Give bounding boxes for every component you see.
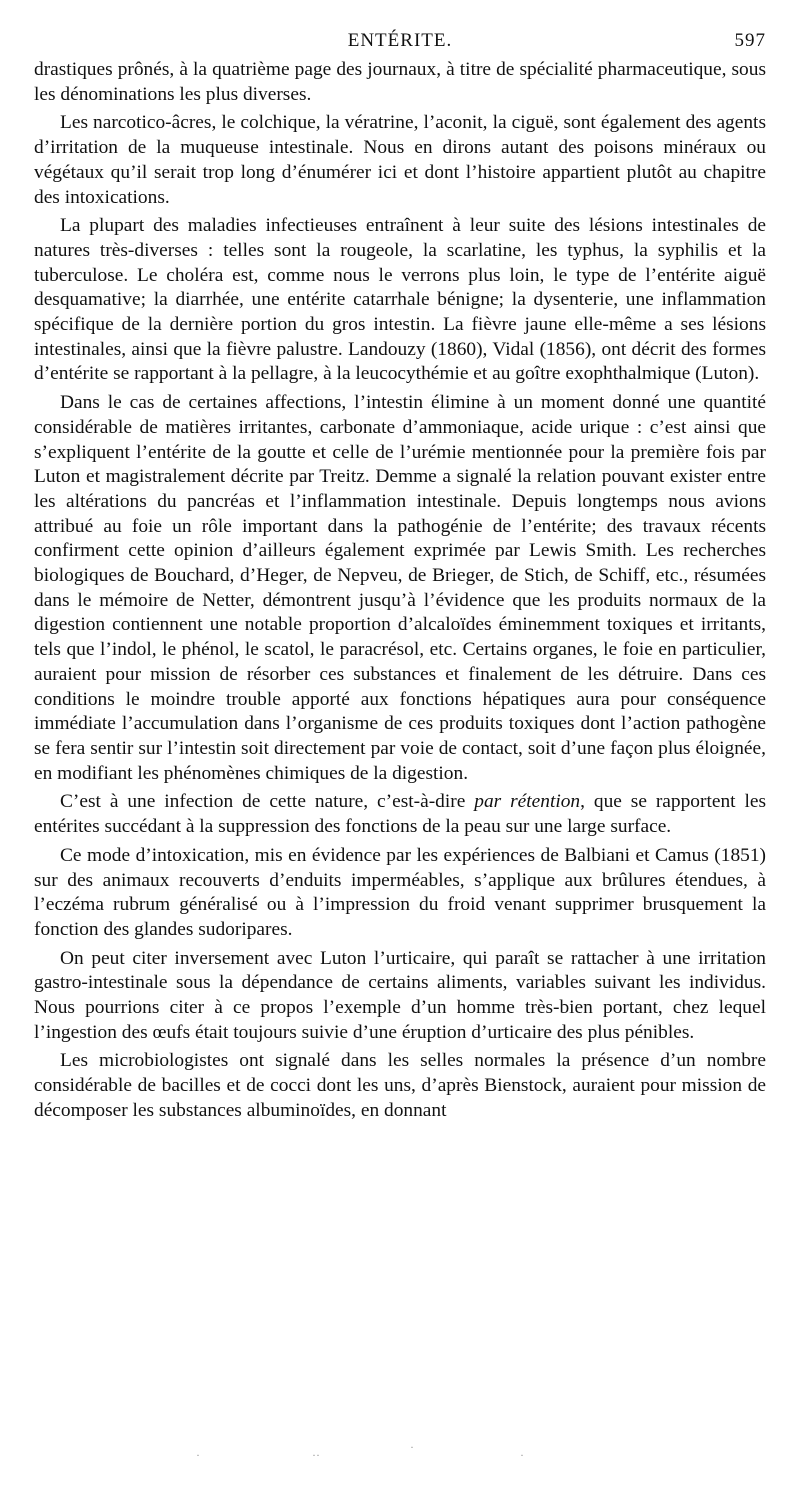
paragraph-7: On peut citer inversement avec Luton l’urticaire, qui paraît se rattacher à une irritation gastro-intestinale sous la dépendance de certains aliments, variables suivant les individus. Nous pourrions citer à ce propos l’exemple d’un homme très-bien portant, chez lequel l’ingestion des œufs était toujours suivie d’une éruption d’urticaire des plus pénibles.	[34, 947, 766, 1043]
paragraph-2: Les narcotico-âcres, le colchique, la vératrine, l’aconit, la ciguë, sont également des agents d’irritation de la muqueuse intestinale. Nous en dirons autant des poisons minéraux ou végétaux qu’il serait trop long d’énumérer ici et dont l’histoire appartient plutôt au chapitre des intoxications.	[34, 112, 766, 208]
scan-speck: ··	[312, 1448, 320, 1462]
paragraph-1: drastiques prônés, à la quatrième page des journaux, à titre de spécialité pharmaceutique, sous les dénominations les plus diverses.	[34, 59, 766, 105]
scan-speck: ·	[196, 1448, 200, 1462]
scan-speck: ·	[520, 1448, 524, 1462]
paragraph-5	[34, 790, 766, 839]
paragraph-6: Ce mode d’intoxication, mis en évidence par les expériences de Balbiani et Camus (1851) sur des animaux recouverts d’enduits imperméables, s’applique aux brûlures étendues, à l’eczéma rubrum généralisé ou à l’impression du froid venant supprimer brusquement la fonction des glandes sudoripares.	[34, 844, 766, 940]
paragraph-5-text-after: , que se rapportent les entérites succédant à la suppression des fonctions de la peau sur une large surface.	[34, 791, 766, 838]
paragraph-5-emphasis: par rétention	[474, 791, 581, 813]
paragraph-3: La plupart des maladies infectieuses entraînent à leur suite des lésions intestinales de natures très-diverses : telles sont la rougeole, la scarlatine, les typhus, la syphilis et la tuberculose. Le choléra est, comme nous le verrons plus loin, le type de l’entérite aiguë desquamative; la diarrhée, une entérite catarrhale bénigne; la dysenterie, une inflammation spécifique de la dernière portion du gros intestin. La fièvre jaune elle-même a ses lésions intestinales, ainsi que la fièvre palustre. Landouzy (1860), Vidal (1856), ont décrit des formes d’entérite se rapportant à la pellagre, à la leucocythémie et au goître exophthalmique (Luton).	[34, 215, 766, 385]
page-number: 597	[734, 30, 766, 51]
running-head	[34, 30, 766, 58]
running-title: ENTÉRITE.	[347, 30, 453, 51]
scan-specks	[0, 1440, 800, 1468]
paragraph-5-text-before: C’est à une infection de cette nature, c’est-à-dire	[60, 791, 475, 813]
scan-speck: ·	[410, 1440, 414, 1454]
body-text	[34, 58, 766, 1124]
paragraph-8: Les microbiologistes ont signalé dans les selles normales la présence d’un nombre considérable de bacilles et de cocci dont les uns, d’après Bienstock, auraient pour mission de décomposer les substances albuminoïdes, en donnant	[34, 1050, 766, 1121]
book-page	[34, 30, 766, 1124]
paragraph-4: Dans le cas de certaines affections, l’intestin élimine à un moment donné une quantité considérable de matières irritantes, carbonate d’ammoniaque, acide urique : c’est ainsi que s’expliquent l’entérite de la goutte et celle de l’urémie mentionnée pour la première fois par Luton et magistralement décrite par Treitz. Demme a signalé la relation pouvant exister entre les altérations du pancréas et l’inflammation intestinale. Depuis longtemps nous avions attribué au foie un rôle important dans la pathogénie de l’entérite; des travaux récents confirment cette opinion d’ailleurs également exprimée par Lewis Smith. Les recherches biologiques de Bouchard, d’Heger, de Nepveu, de Brieger, de Stich, de Schiff, etc., résumées dans le mémoire de Netter, démontrent jusqu’à l’évidence que les produits normaux de la digestion contiennent une notable proportion d’alcaloïdes éminemment toxiques et irritants, tels que l’indol, le phénol, le scatol, le paracrésol, etc. Certains organes, le foie en particulier, auraient pour mission de résorber ces substances et finalement de les détruire. Dans ces conditions le moindre trouble apporté aux fonctions hépatiques aura pour conséquence immédiate l’accumulation dans l’organisme de ces produits toxiques dont l’action pathogène se fera sentir sur l’intestin soit directement par voie de contact, soit d’une façon plus éloignée, en modifiant les phénomènes chimiques de la digestion.	[34, 392, 766, 784]
